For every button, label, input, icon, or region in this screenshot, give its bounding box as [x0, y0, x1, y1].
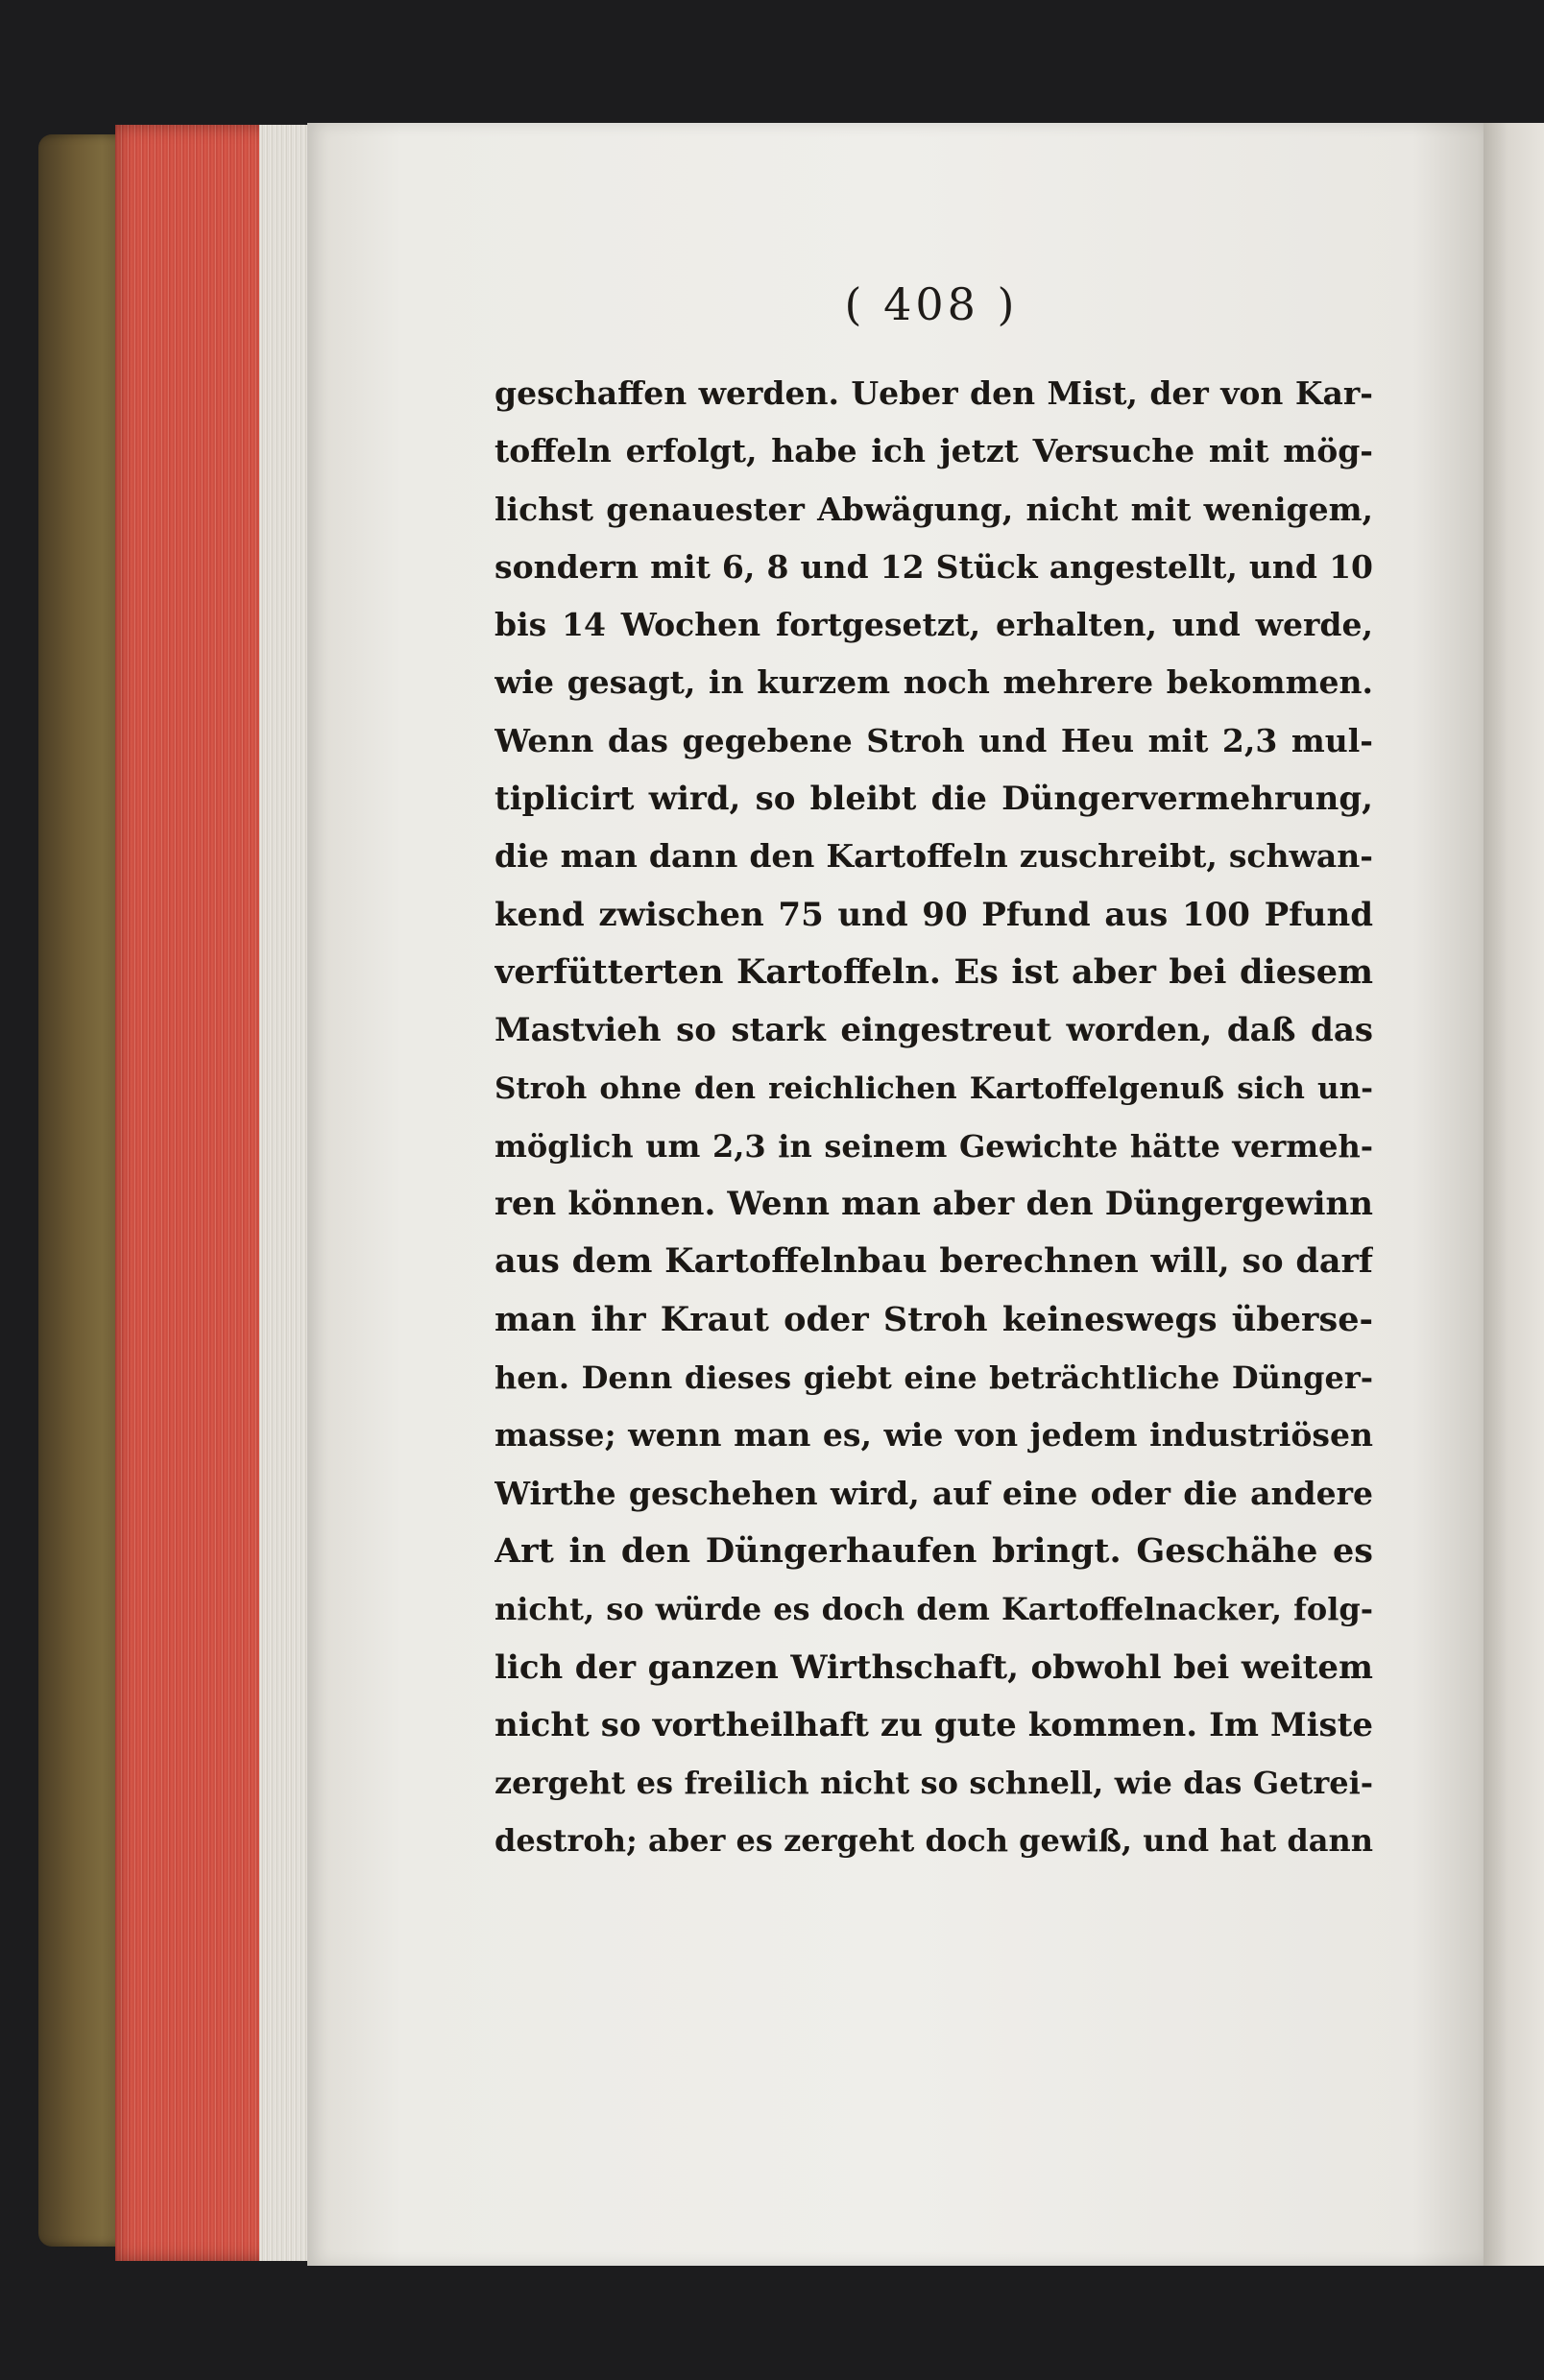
- text-line: lichst genauester Abwägung, nicht mit wenigem,: [495, 490, 1373, 528]
- text-line: die man dann den Kartoffeln zuschreibt, schwan-: [495, 837, 1373, 876]
- text-line: destroh; aber es zergeht doch gewiß, und hat dann: [495, 1822, 1373, 1860]
- text-line: möglich um 2,3 in seinem Gewichte hätte vermeh-: [495, 1127, 1373, 1165]
- next-page-gutter: [1484, 123, 1544, 2266]
- text-line: nicht so vortheilhaft zu gute kommen. Im Miste: [495, 1705, 1373, 1744]
- text-line: lich der ganzen Wirthschaft, obwohl bei weitem: [495, 1647, 1373, 1687]
- text-line: Art in den Düngerhaufen bringt. Geschähe es: [495, 1530, 1373, 1571]
- text-line: hen. Denn dieses giebt eine beträchtliche Dünger-: [495, 1359, 1373, 1397]
- text-line: man ihr Kraut oder Stroh keineswegs überse-: [495, 1299, 1373, 1339]
- text-line: Mastvieh so stark eingestreut worden, daß das: [495, 1011, 1373, 1050]
- text-line: Wenn das gegebene Stroh und Heu mit 2,3 mul-: [495, 721, 1373, 759]
- text-line: masse; wenn man es, wie von jedem industriösen: [495, 1416, 1373, 1454]
- text-line: verfütterten Kartoffeln. Es ist aber bei diesem: [495, 951, 1373, 992]
- text-line: geschaffen werden. Ueber den Mist, der von Kar-: [495, 374, 1373, 412]
- page-number: ( 408 ): [844, 278, 1019, 330]
- text-line: toffeln erfolgt, habe ich jetzt Versuche mit mög-: [495, 432, 1373, 470]
- text-line: ren können. Wenn man aber den Düngergewinn: [495, 1185, 1373, 1224]
- text-line: wie gesagt, in kurzem noch mehrere bekommen.: [495, 663, 1373, 702]
- text-line: bis 14 Wochen fortgesetzt, erhalten, und werde,: [495, 606, 1373, 644]
- body-text: [495, 365, 1373, 1870]
- text-line: kend zwischen 75 und 90 Pfund aus 100 Pfund: [495, 895, 1373, 934]
- text-line: Stroh ohne den reichlichen Kartoffelgenuß sich un-: [495, 1070, 1373, 1106]
- text-line: Wirthe geschehen wird, auf eine oder die andere: [495, 1474, 1373, 1512]
- page-stack: [259, 125, 312, 2261]
- text-line: zergeht es freilich nicht so schnell, wie das Getrei-: [495, 1765, 1373, 1802]
- text-line: sondern mit 6, 8 und 12 Stück angestellt, und 10: [495, 547, 1373, 586]
- text-line: nicht, so würde es doch dem Kartoffelnacker, folg-: [495, 1591, 1373, 1628]
- text-line: aus dem Kartoffelnbau berechnen will, so darf: [495, 1241, 1373, 1282]
- text-line: tiplicirt wird, so bleibt die Düngervermehrung,: [495, 780, 1373, 819]
